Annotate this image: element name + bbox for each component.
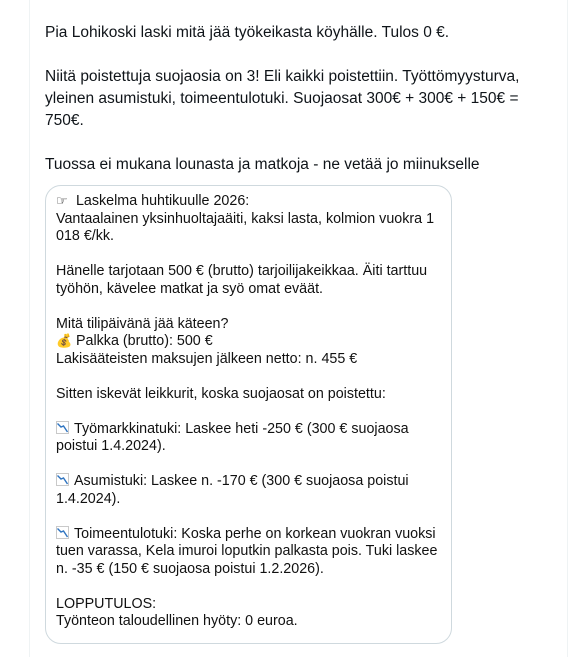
card-cut-item xyxy=(56,473,442,508)
card-salary-line xyxy=(56,333,442,351)
card-content xyxy=(46,186,451,631)
card-salary: Palkka (brutto): 500 € xyxy=(75,333,213,349)
card-cut-text: Asumistuki: Laskee n. -170 € (300 € suojaosa poistui 1.4.2024). xyxy=(56,473,409,507)
post-paragraph: Pia Lohikoski laski mitä jää työkeikasta köyhälle. Tulos 0 €. xyxy=(45,24,450,41)
card-salary-block xyxy=(56,316,442,369)
card-cut-item xyxy=(56,421,442,456)
card-offer: Hänelle tarjotaan 500 € (brutto) tarjoilijakeikkaa. Äiti tarttuu työhön, kävelee matkat ja syö omat eväät. xyxy=(56,263,428,297)
card-cut-text: Toimeentulotuki: Koska perhe on korkean vuokran vuoksi tuen varassa, Kela imuroi loputkin palkasta pois. Tuki laskee n. -35 € (150 € suojaosa poistui 1.2.2026). xyxy=(56,525,438,577)
chart-decreasing-icon xyxy=(56,473,69,486)
post-text xyxy=(45,22,553,198)
card-header xyxy=(56,193,442,246)
card-cut-item xyxy=(56,526,442,579)
chart-decreasing-icon xyxy=(56,526,69,539)
timeline-border-left xyxy=(29,0,30,657)
card-title-line xyxy=(56,193,442,211)
money-bag-icon: 💰 xyxy=(56,334,73,349)
card-net: Lakisääteisten maksujen jälkeen netto: n. 455 € xyxy=(56,350,358,367)
timeline-border-right xyxy=(567,0,568,657)
chart-decreasing-icon xyxy=(56,421,69,434)
card-result-heading: LOPPUTULOS: xyxy=(56,595,157,612)
post-paragraph: Tuossa ei mukana lounasta ja matkoja - ne vetää jo miinukselle xyxy=(45,156,480,173)
card-cuts-intro: Sitten iskevät leikkurit, koska suojaosat on poistettu: xyxy=(56,385,386,402)
card-title: Laskelma huhtikuulle 2026: xyxy=(75,193,250,209)
quoted-image-card[interactable] xyxy=(45,185,452,644)
card-result-text: Työnteon taloudellinen hyöty: 0 euroa. xyxy=(56,613,298,629)
card-cut-text: Työmarkkinatuki: Laskee heti -250 € (300 € suojaosa poistui 1.4.2024). xyxy=(56,420,409,454)
card-intro: Vantaalainen yksinhuoltajaäiti, kaksi lasta, kolmion vuokra 1 018 €/kk. xyxy=(56,210,435,244)
pointing-hand-icon: ☞ xyxy=(56,194,68,209)
post-paragraph: Niitä poistettuja suojaosia on 3! Eli kaikki poistettiin. Työttömyysturva, yleinen asumistuki, toimeentulotuki. Suojaosat 300€ + 300€ + 150€ = 750€. xyxy=(45,68,520,129)
card-question: Mitä tilipäivänä jää käteen? xyxy=(56,315,229,332)
card-result xyxy=(56,596,442,631)
